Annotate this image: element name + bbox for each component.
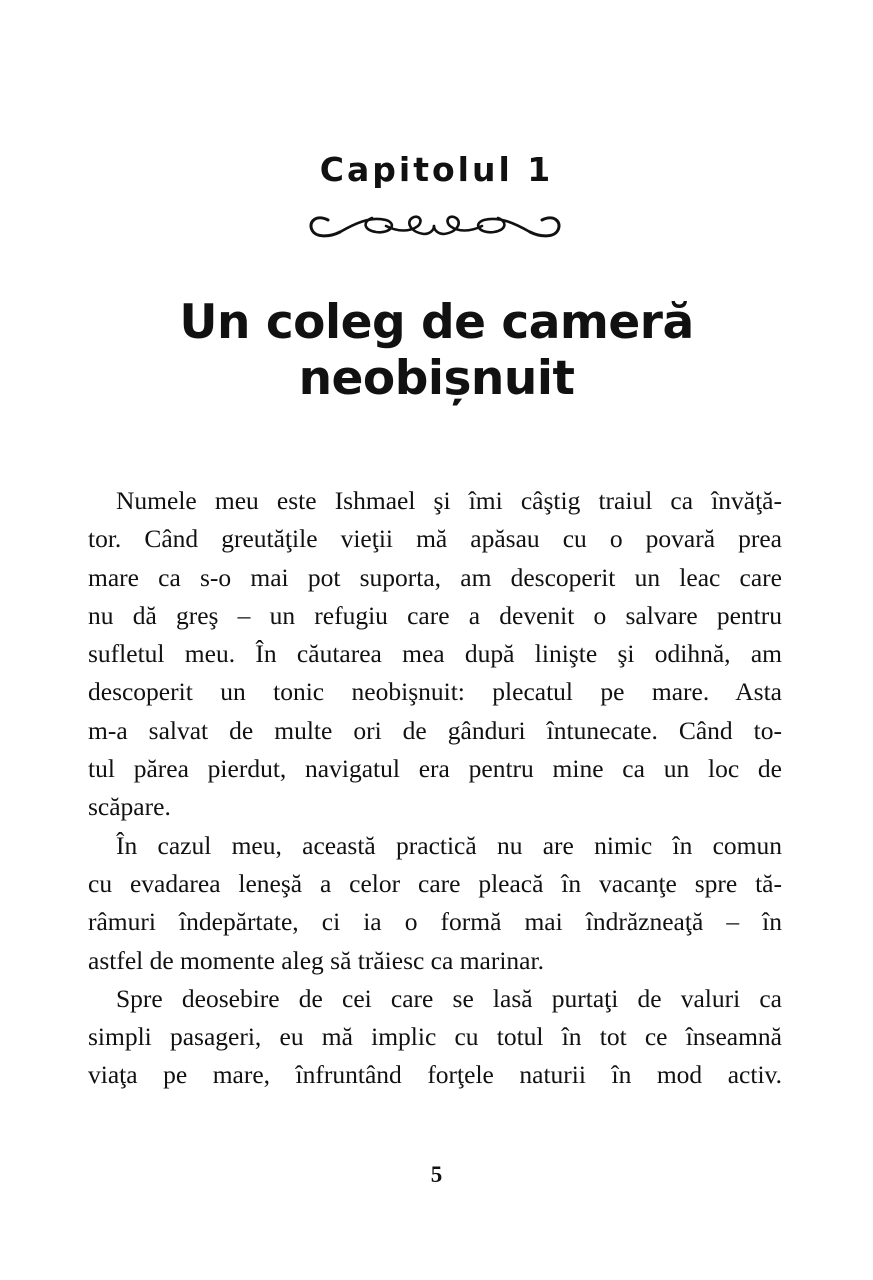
page-number: 5 xyxy=(430,1162,443,1187)
text-line: scăpare. xyxy=(88,792,171,822)
text-line: descoperit un tonic neobişnuit: plecatul pe mare. Asta xyxy=(88,677,782,707)
chapter-title-line: Un coleg de cameră xyxy=(179,295,694,350)
paragraph xyxy=(88,482,782,827)
paragraph xyxy=(88,827,782,980)
text-line: tul părea pierdut, navigatul era pentru mine ca un loc de xyxy=(88,754,782,784)
text-line: sufletul meu. În căutarea mea după linişte şi odihnă, am xyxy=(88,639,782,669)
text-line: În cazul meu, această practică nu are nimic în comun xyxy=(116,830,782,860)
text-line: Numele meu este Ishmael şi îmi câştig traiul ca învăţă- xyxy=(116,486,782,515)
text-line: mare ca s-o mai pot suporta, am descoperit un leac care xyxy=(88,562,782,592)
text-line: astfel de momente aleg să trăiesc ca marinar. xyxy=(88,945,544,975)
text-line: viaţa pe mare, înfruntând forţele naturii în mod activ. xyxy=(88,1060,782,1090)
chapter-title-line: neobișnuit xyxy=(298,351,575,406)
chapter-title xyxy=(0,295,873,407)
body-text xyxy=(88,482,782,1095)
text-line: Spre deosebire de cei care se lasă purtaţi de valuri ca xyxy=(116,983,782,1013)
text-line: m-a salvat de multe ori de gânduri întunecate. Când to- xyxy=(88,715,782,745)
flourish-divider-icon xyxy=(306,206,564,246)
text-line: simpli pasageri, eu mă implic cu totul în tot ce înseamnă xyxy=(88,1022,782,1052)
text-line: cu evadarea leneşă a celor care pleacă în vacanţe spre tă- xyxy=(88,868,782,898)
chapter-label: Capitolul 1 xyxy=(319,150,554,189)
text-line: râmuri îndepărtate, ci ia o formă mai îndrăzneaţă – în xyxy=(88,907,782,937)
text-line: tor. Când greutăţile vieţii mă apăsau cu o povară prea xyxy=(88,524,782,554)
text-line: nu dă greş – un refugiu care a devenit o salvare pentru xyxy=(88,600,782,630)
paragraph xyxy=(88,980,782,1095)
